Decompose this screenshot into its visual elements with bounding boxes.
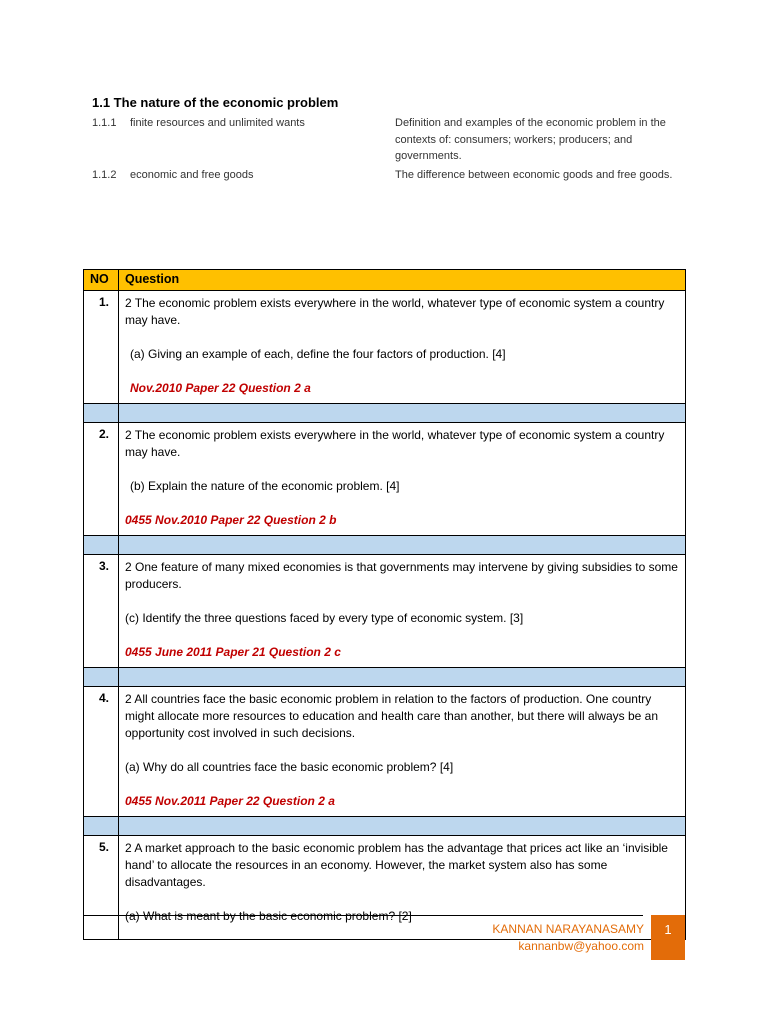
footer-divider: [83, 915, 643, 916]
question-part: (a) What is meant by the basic economic problem? [2]: [125, 909, 412, 923]
question-row: [84, 555, 686, 668]
question-number: 4.: [84, 687, 119, 817]
table-header-row: [84, 270, 686, 291]
question-number: 3.: [84, 555, 119, 668]
separator-row: [84, 817, 686, 836]
question-cell: [119, 555, 686, 668]
separator-row: [84, 536, 686, 555]
syllabus-topic: economic and free goods: [130, 169, 254, 181]
question-row: [84, 687, 686, 817]
footer-author: KANNAN NARAYANASAMY: [492, 922, 644, 936]
header-no: NO: [84, 270, 119, 291]
question-part: (a) Why do all countries face the basic economic problem? [4]: [125, 760, 454, 774]
syllabus-description: Definition and examples of the economic problem in the contexts of: consumers; workers; producers; and governments.: [395, 117, 666, 162]
syllabus-code: 1.1.1: [92, 117, 117, 129]
syllabus-code: 1.1.2: [92, 169, 117, 181]
footer-author-block: [492, 921, 644, 955]
question-number: 5.: [84, 836, 119, 940]
question-number: 1.: [84, 291, 119, 404]
separator-row: [84, 668, 686, 687]
syllabus-description: The difference between economic goods and free goods.: [395, 169, 673, 181]
page-number: 1: [651, 915, 685, 960]
question-cell: [119, 687, 686, 817]
questions-table: [83, 269, 686, 940]
header-question: Question: [119, 270, 686, 291]
question-source: 0455 Nov.2010 Paper 22 Question 2 b: [125, 513, 337, 527]
footer-email: kannanbw@yahoo.com: [518, 939, 644, 953]
question-cell: [119, 423, 686, 536]
question-row: [84, 291, 686, 404]
question-source: 0455 June 2011 Paper 21 Question 2 c: [125, 645, 341, 659]
separator-row: [84, 404, 686, 423]
syllabus-topic: finite resources and unlimited wants: [130, 117, 305, 129]
question-row: [84, 423, 686, 536]
question-part: (a) Giving an example of each, define the four factors of production. [4]: [130, 347, 506, 361]
question-stem: 2 The economic problem exists everywhere in the world, whatever type of economic system a country may have.: [125, 296, 665, 327]
question-source: Nov.2010 Paper 22 Question 2 a: [130, 381, 311, 395]
question-source: 0455 Nov.2011 Paper 22 Question 2 a: [125, 794, 335, 808]
question-part: (b) Explain the nature of the economic problem. [4]: [130, 479, 400, 493]
question-stem: 2 A market approach to the basic economic problem has the advantage that prices act like an ‘invisible hand’ to allocate the resources in an economy. However, the market system also has some disadvantages.: [125, 841, 668, 889]
question-cell: [119, 291, 686, 404]
question-stem: 2 One feature of many mixed economies is that governments may intervene by giving subsidies to some producers.: [125, 560, 678, 591]
question-stem: 2 The economic problem exists everywhere in the world, whatever type of economic system a country may have.: [125, 428, 665, 459]
section-title: 1.1 The nature of the economic problem: [92, 95, 339, 110]
question-part: (c) Identify the three questions faced by every type of economic system. [3]: [125, 611, 524, 625]
question-stem: 2 All countries face the basic economic problem in relation to the factors of production. One country might allocate more resources to education and health care than another, but there will always be an opportunity cost involved in such decisions.: [125, 692, 658, 740]
question-number: 2.: [84, 423, 119, 536]
